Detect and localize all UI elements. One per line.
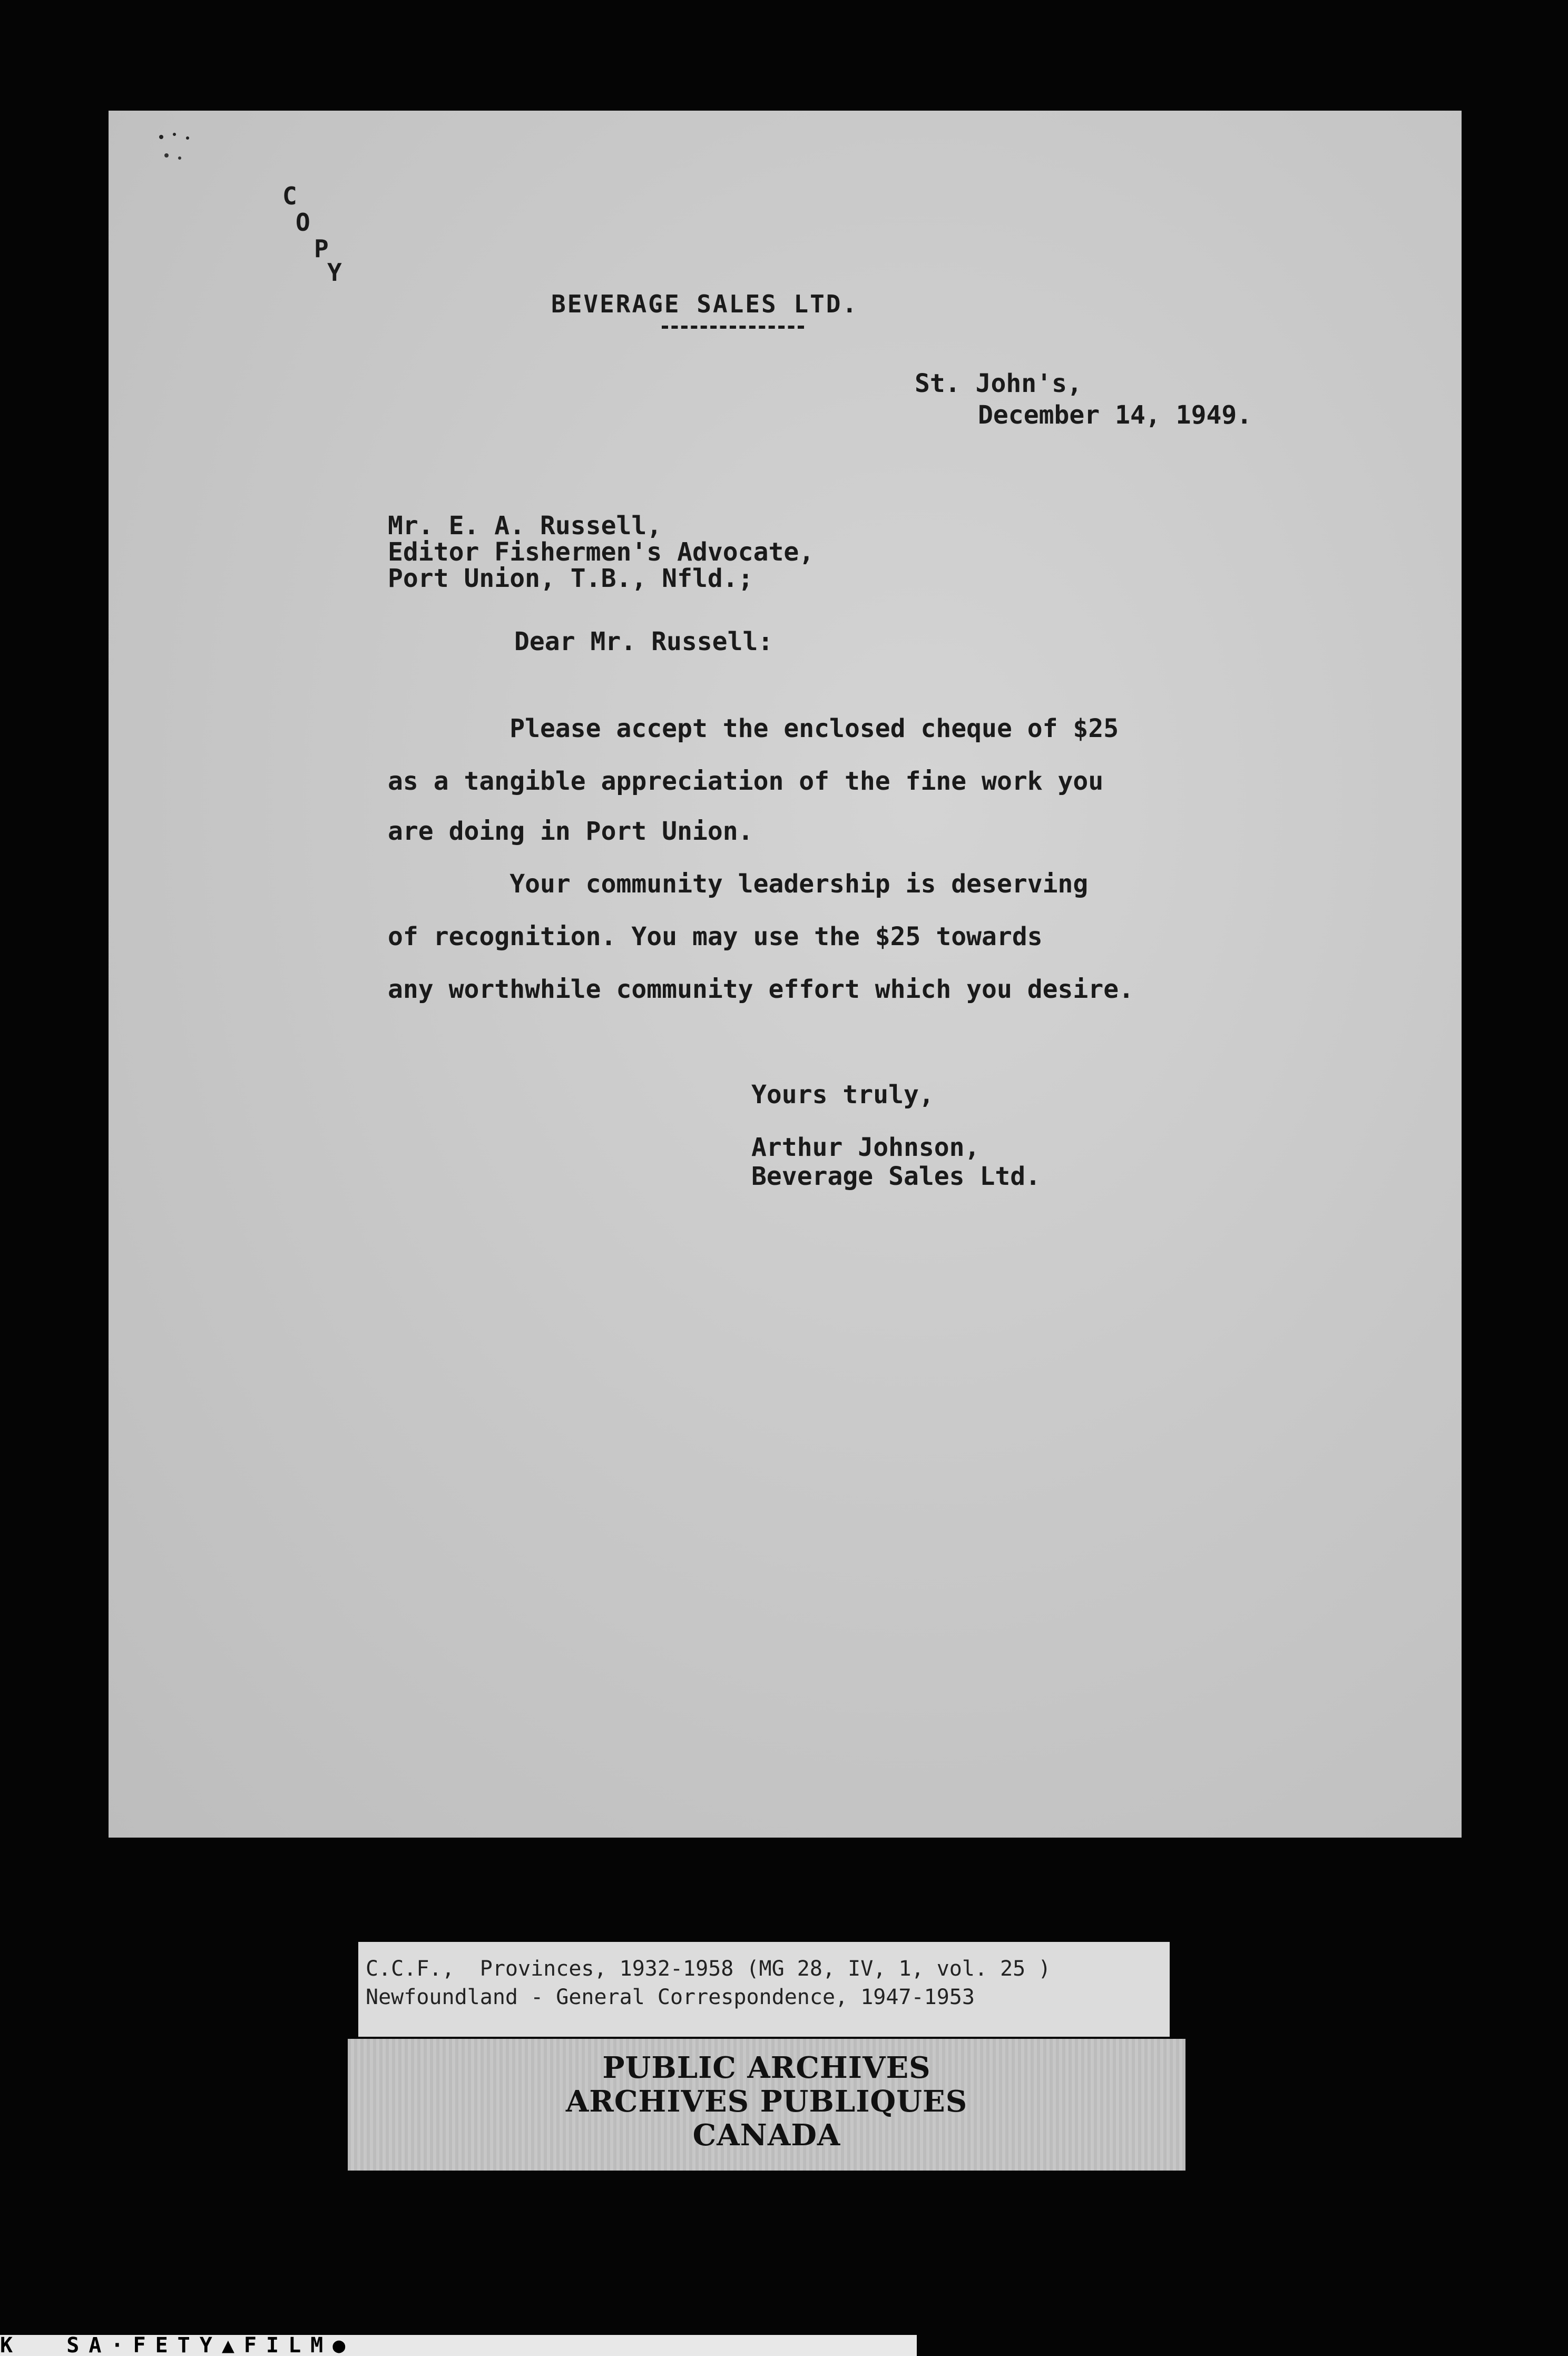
closing-signer-name: Arthur Johnson,	[751, 1133, 980, 1162]
address-line-3: Port Union, T.B., Nfld.;	[388, 564, 753, 593]
date-city: St. John's,	[915, 369, 1082, 398]
archive-label-line-2: Newfoundland - General Correspondence, 1947-1953	[366, 1985, 975, 2009]
stamp-line-2: ARCHIVES PUBLIQUES	[565, 2084, 968, 2119]
copy-mark-y: Y	[327, 258, 342, 287]
body-line-5: of recognition. You may use the $25 towards	[388, 922, 1043, 951]
film-edge-marking: K SA·FETY▲FILM●	[0, 2335, 917, 2356]
letter-page	[109, 111, 1462, 1838]
body-line-6: any worthwhile community effort which you desire.	[388, 975, 1134, 1004]
body-line-1: Please accept the enclosed cheque of $25	[388, 714, 1119, 743]
company-heading: BEVERAGE SALES LTD.	[551, 290, 859, 318]
date-line: December 14, 1949.	[978, 400, 1252, 430]
stamp-line-1: PUBLIC ARCHIVES	[602, 2050, 931, 2085]
address-line-1: Mr. E. A. Russell,	[388, 511, 662, 541]
copy-mark-p: P	[314, 234, 329, 263]
address-line-2: Editor Fishermen's Advocate,	[388, 537, 815, 567]
closing-signer-company: Beverage Sales Ltd.	[751, 1162, 1041, 1191]
copy-mark-o: O	[296, 208, 310, 237]
copy-mark-c: C	[282, 182, 297, 210]
body-line-2: as a tangible appreciation of the fine work you	[388, 767, 1104, 796]
speck-marks	[151, 126, 214, 190]
heading-underline	[662, 326, 804, 329]
salutation: Dear Mr. Russell:	[514, 627, 773, 656]
body-line-4: Your community leadership is deserving	[388, 869, 1089, 899]
archive-reference-label	[358, 1942, 1170, 2037]
archive-label-line-1: C.C.F., Provinces, 1932-1958 (MG 28, IV, 1, vol. 25 )	[366, 1957, 1051, 1981]
archive-stamp	[348, 2039, 1185, 2171]
closing-valediction: Yours truly,	[751, 1080, 934, 1110]
stamp-line-3: CANADA	[692, 2118, 841, 2153]
body-line-3: are doing in Port Union.	[388, 817, 753, 846]
